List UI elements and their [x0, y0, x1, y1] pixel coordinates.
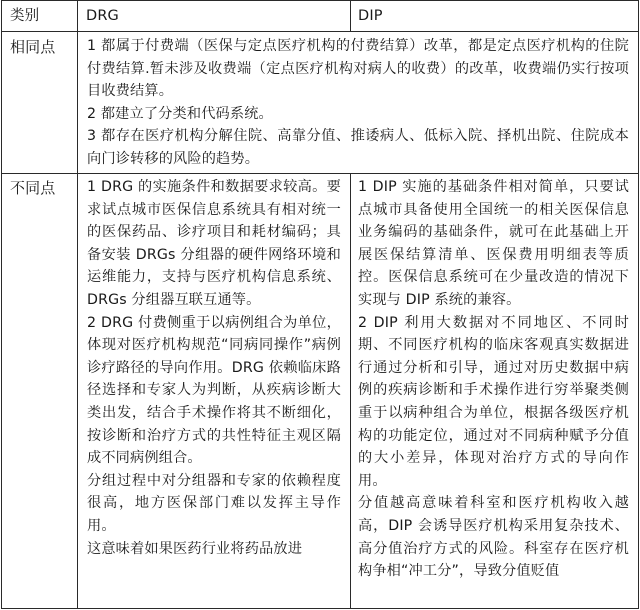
row-label-differences: 不同点 [10, 179, 56, 197]
drg-dip-divider-body [350, 173, 351, 609]
header-divider [1, 31, 639, 32]
drg-point-4: 这意味着如果医药行业将药品放进 [87, 540, 303, 557]
header-dip: DIP [358, 8, 383, 24]
drg-point-2: 2 DRG 付费侧重于以病例组合为单位，体现对医疗机构规范“同病同操作”病例诊疗路径的导向作用。DRG 依赖临床路径选择和专家人为判断，从疾病诊断大类出发，结合手术操作将其不断细化，按诊断和治疗方式的共性特征主观区隔成不同病例组合。 [87, 314, 341, 467]
header-drg: DRG [86, 8, 119, 24]
dip-point-2: 2 DIP 利用大数据对不同地区、不同时期、不同医疗机构的临床客观真实数据进行通过分析和引导，通过对历史数据中病例的疾病诊断和手术操作进行穷举聚类侧重于以病种组合为单位，根据各级医疗机构的功能定位，通过对不同病种赋予分值的大小差异，体现对治疗方式的导向作用。 [358, 314, 629, 489]
header-category: 类别 [10, 8, 40, 24]
similarity-point-3: 3 都存在医疗机构分解住院、高靠分值、推诿病人、低标入院、择机出院、住院成本向门诊转移的风险的趋势。 [87, 128, 629, 167]
dip-point-1: 1 DIP 实施的基础条件相对简单，只要试点城市具备使用全国统一的相关医保信息业务编码的基础条件，就可在此基础上开展医保结算清单、医保费用明细表等质控。医保信息系统可在少量改造的情况下实现与 DIP 系统的兼容。 [358, 179, 629, 308]
similarities-content [87, 35, 629, 171]
similarity-point-2: 2 都建立了分类和代码系统。 [87, 105, 273, 122]
similarity-point-1: 1 都属于付费端（医保与定点医疗机构的付费结算）改革，都是定点医疗机构的住院付费结算.暂未涉及收费端（定点医疗机构对病人的收费）的改革，收费端仍实行按项目收费结算。 [87, 38, 629, 100]
dip-differences [358, 176, 629, 583]
drg-point-3: 分组过程中对分组器和专家的依赖程度很高，地方医保部门难以发挥主导作用。 [87, 472, 341, 534]
drg-differences [87, 176, 341, 560]
drg-point-1: 1 DRG 的实施条件和数据要求较高。要求试点城市医保信息系统具有相对统一的医保药品、诊疗项目和耗材编码；具备安装 DRGs 分组器的硬件网络环境和运维能力，支持与医疗机构信息系统、DRGs 分组器互联互通等。 [87, 179, 341, 308]
table-border-bottom [1, 608, 639, 609]
row-label-similarities: 相同点 [10, 38, 56, 56]
row-divider [1, 173, 639, 174]
table-border-left [1, 0, 2, 609]
table-border-top [1, 0, 639, 1]
table-border-right [638, 0, 639, 609]
category-column-divider [77, 0, 78, 609]
dip-point-3: 分值越高意味着科室和医疗机构收入越高，DIP 会诱导医疗机构采用复杂技术、高分值治疗方式的风险。科室存在医疗机构争相“冲工分”，导致分值贬值 [358, 495, 629, 580]
drg-dip-divider-header [350, 0, 351, 32]
